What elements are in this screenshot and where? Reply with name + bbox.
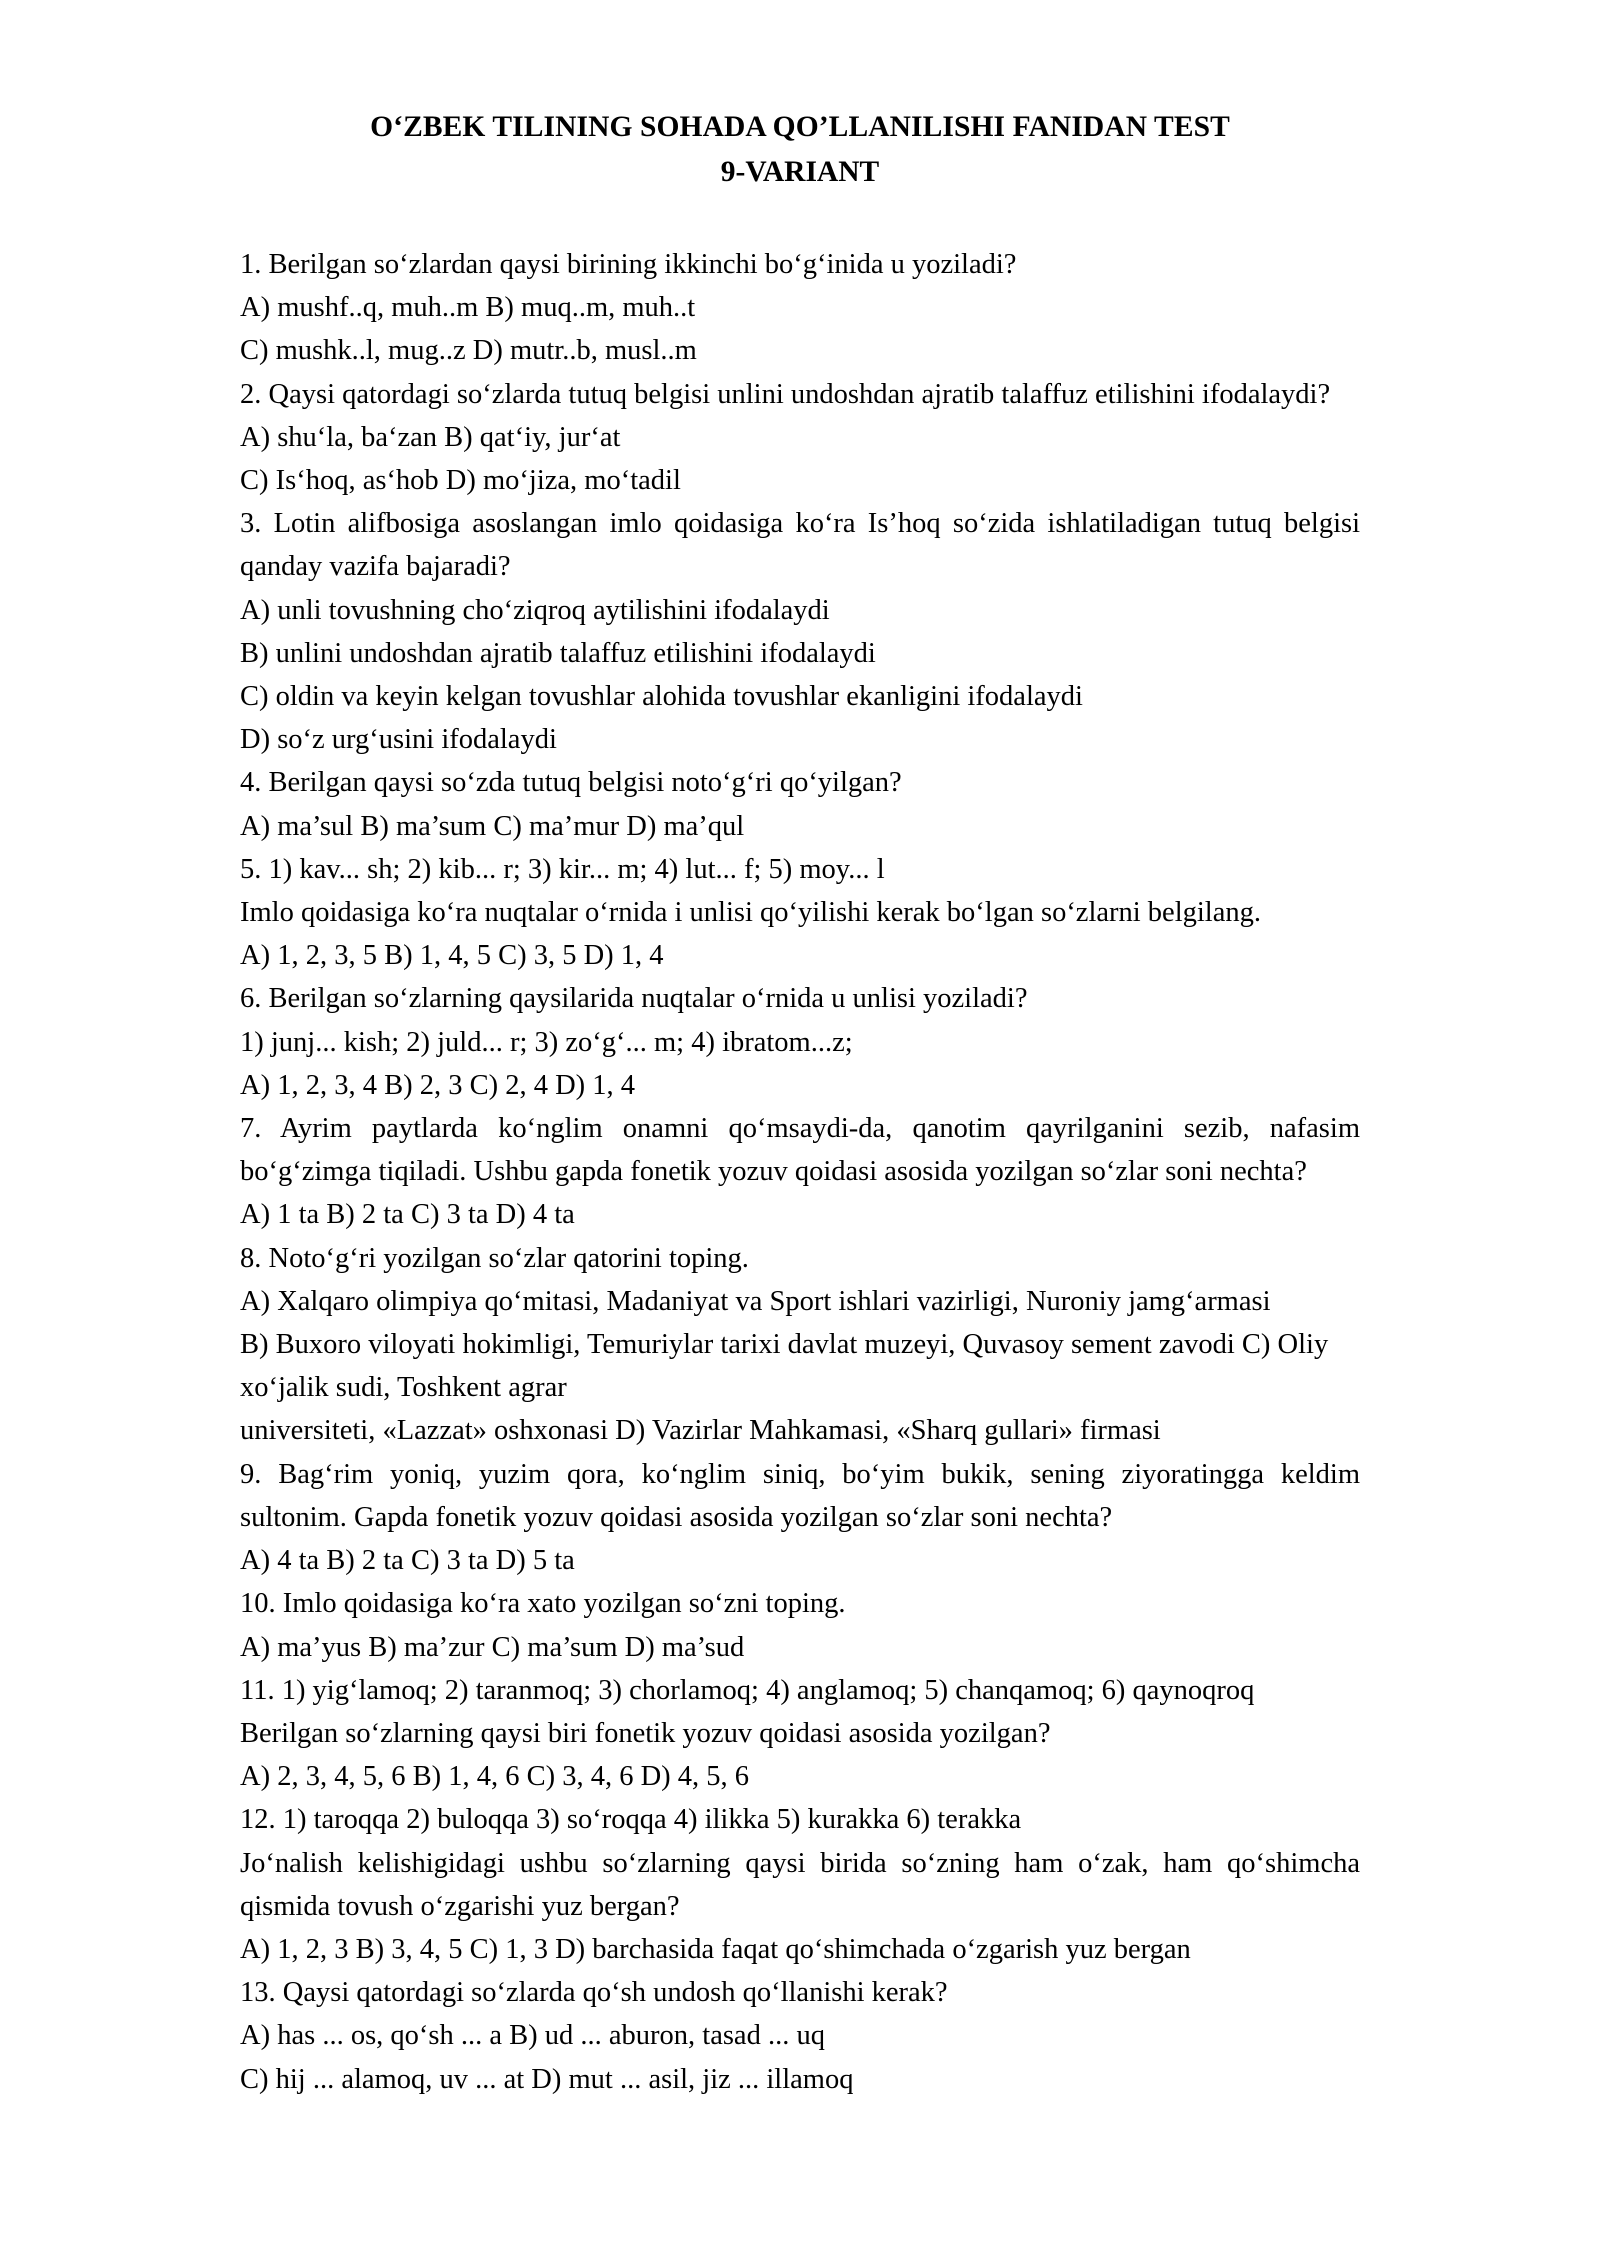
question-line: 8. Noto‘g‘ri yozilgan so‘zlar qatorini toping.	[240, 1242, 749, 1274]
question-line: 6. Berilgan so‘zlarning qaysilarida nuqtalar o‘rnida u unlisi yoziladi?	[240, 983, 1028, 1015]
question-line: A) 1, 2, 3 B) 3, 4, 5 C) 1, 3 D) barchasida faqat qo‘shimchada o‘zgarish yuz bergan	[240, 1933, 1191, 1965]
page-subtitle: 9-VARIANT	[720, 156, 880, 188]
question-line: 4. Berilgan qaysi so‘zda tutuq belgisi noto‘g‘ri qo‘yilgan?	[240, 767, 902, 799]
question-line: 11. 1) yig‘lamoq; 2) taranmoq; 3) chorlamoq; 4) anglamoq; 5) chanqamoq; 6) qaynoqroq	[240, 1674, 1255, 1706]
test-questions-body	[240, 243, 1360, 2101]
question-line: A) 1 ta B) 2 ta C) 3 ta D) 4 ta	[240, 1199, 575, 1231]
question-line: Imlo qoidasiga ko‘ra nuqtalar o‘rnida i unlisi qo‘yilishi kerak bo‘lgan so‘zlarni belgilang.	[240, 897, 1261, 929]
question-line: universiteti, «Lazzat» oshxonasi D) Vazirlar Mahkamasi, «Sharq gullari» firmasi	[240, 1415, 1161, 1447]
question-line: B) unlini undoshdan ajratib talaffuz etilishini ifodalaydi	[240, 637, 876, 669]
question-line: 13. Qaysi qatordagi so‘zlarda qo‘sh undosh qo‘llanishi kerak?	[240, 1977, 948, 2009]
question-line: A) shu‘la, ba‘zan B) qat‘iy, jur‘at	[240, 421, 621, 453]
question-line: Jo‘nalish kelishigidagi ushbu so‘zlarning qaysi birida so‘zning ham o‘zak, ham qo‘shimcha	[240, 1847, 1360, 1879]
question-line: 3. Lotin alifbosiga asoslangan imlo qoidasiga ko‘ra Is’hoq so‘zida ishlatiladigan tutuq belgisi	[240, 508, 1360, 540]
question-line: 9. Bag‘rim yoniq, yuzim qora, ko‘nglim siniq, bo‘yim bukik, sening ziyoratingga keldim	[240, 1458, 1360, 1490]
question-line: A) Xalqaro olimpiya qo‘mitasi, Madaniyat va Sport ishlari vazirligi, Nuroniy jamg‘armasi	[240, 1285, 1271, 1317]
question-line: 2. Qaysi qatordagi so‘zlarda tutuq belgisi unlini undoshdan ajratib talaffuz etilishini ifodalaydi?	[240, 378, 1331, 410]
question-line: qanday vazifa bajaradi?	[240, 551, 511, 583]
page-title: O‘ZBEK TILINING SOHADA QO’LLANILISHI FANIDAN TEST	[370, 111, 1230, 143]
question-line: Berilgan so‘zlarning qaysi biri fonetik yozuv qoidasi asosida yozilgan?	[240, 1717, 1051, 1749]
question-line: B) Buxoro viloyati hokimligi, Temuriylar tarixi davlat muzeyi, Quvasoy sement zavodi C) Oliy	[240, 1329, 1329, 1361]
question-line: A) has ... os, qo‘sh ... a B) ud ... aburon, tasad ... uq	[240, 2020, 825, 2052]
question-line: A) 4 ta B) 2 ta C) 3 ta D) 5 ta	[240, 1545, 575, 1577]
question-line: A) ma’sul B) ma’sum C) ma’mur D) ma’qul	[240, 810, 745, 842]
question-line: 1. Berilgan so‘zlardan qaysi birining ikkinchi bo‘g‘inida u yoziladi?	[240, 249, 1017, 280]
question-line: xo‘jalik sudi, Toshkent agrar	[240, 1372, 567, 1404]
question-line: 7. Ayrim paytlarda ko‘nglim onamni qo‘msaydi-da, qanotim qayrilganini sezib, nafasim	[240, 1113, 1360, 1145]
question-line: 5. 1) kav... sh; 2) kib... r; 3) kir... m; 4) lut... f; 5) moy... l	[240, 853, 885, 885]
question-line: C) hij ... alamoq, uv ... at D) mut ... asil, jiz ... illamoq	[240, 2063, 854, 2095]
question-line: A) 1, 2, 3, 4 B) 2, 3 C) 2, 4 D) 1, 4	[240, 1069, 636, 1101]
question-line: A) 2, 3, 4, 5, 6 B) 1, 4, 6 C) 3, 4, 6 D) 4, 5, 6	[240, 1761, 750, 1793]
question-line: A) mushf..q, muh..m B) muq..m, muh..t	[240, 292, 696, 324]
question-line: C) mushk..l, mug..z D) mutr..b, musl..m	[240, 335, 697, 367]
question-line: 1) junj... kish; 2) juld... r; 3) zo‘g‘... m; 4) ibratom...z;	[240, 1026, 853, 1058]
question-line: C) Is‘hoq, as‘hob D) mo‘jiza, mo‘tadil	[240, 465, 681, 497]
question-line: bo‘g‘zimga tiqiladi. Ushbu gapda fonetik yozuv qoidasi asosida yozilgan so‘zlar soni nechta?	[240, 1156, 1307, 1188]
question-line: D) so‘z urg‘usini ifodalaydi	[240, 724, 557, 756]
question-line: A) unli tovushning cho‘ziqroq aytilishini ifodalaydi	[240, 594, 830, 626]
question-line: 10. Imlo qoidasiga ko‘ra xato yozilgan so‘zni toping.	[240, 1588, 846, 1620]
question-line: 12. 1) taroqqa 2) buloqqa 3) so‘roqqa 4) ilikka 5) kurakka 6) terakka	[240, 1804, 1022, 1836]
question-line: qismida tovush o‘zgarishi yuz bergan?	[240, 1890, 680, 1922]
question-line: sultonim. Gapda fonetik yozuv qoidasi asosida yozilgan so‘zlar soni nechta?	[240, 1501, 1113, 1533]
question-line: C) oldin va keyin kelgan tovushlar alohida tovushlar ekanligini ifodalaydi	[240, 681, 1083, 713]
question-line: A) 1, 2, 3, 5 B) 1, 4, 5 C) 3, 5 D) 1, 4	[240, 940, 664, 972]
question-line: A) ma’yus B) ma’zur C) ma’sum D) ma’sud	[240, 1631, 745, 1663]
